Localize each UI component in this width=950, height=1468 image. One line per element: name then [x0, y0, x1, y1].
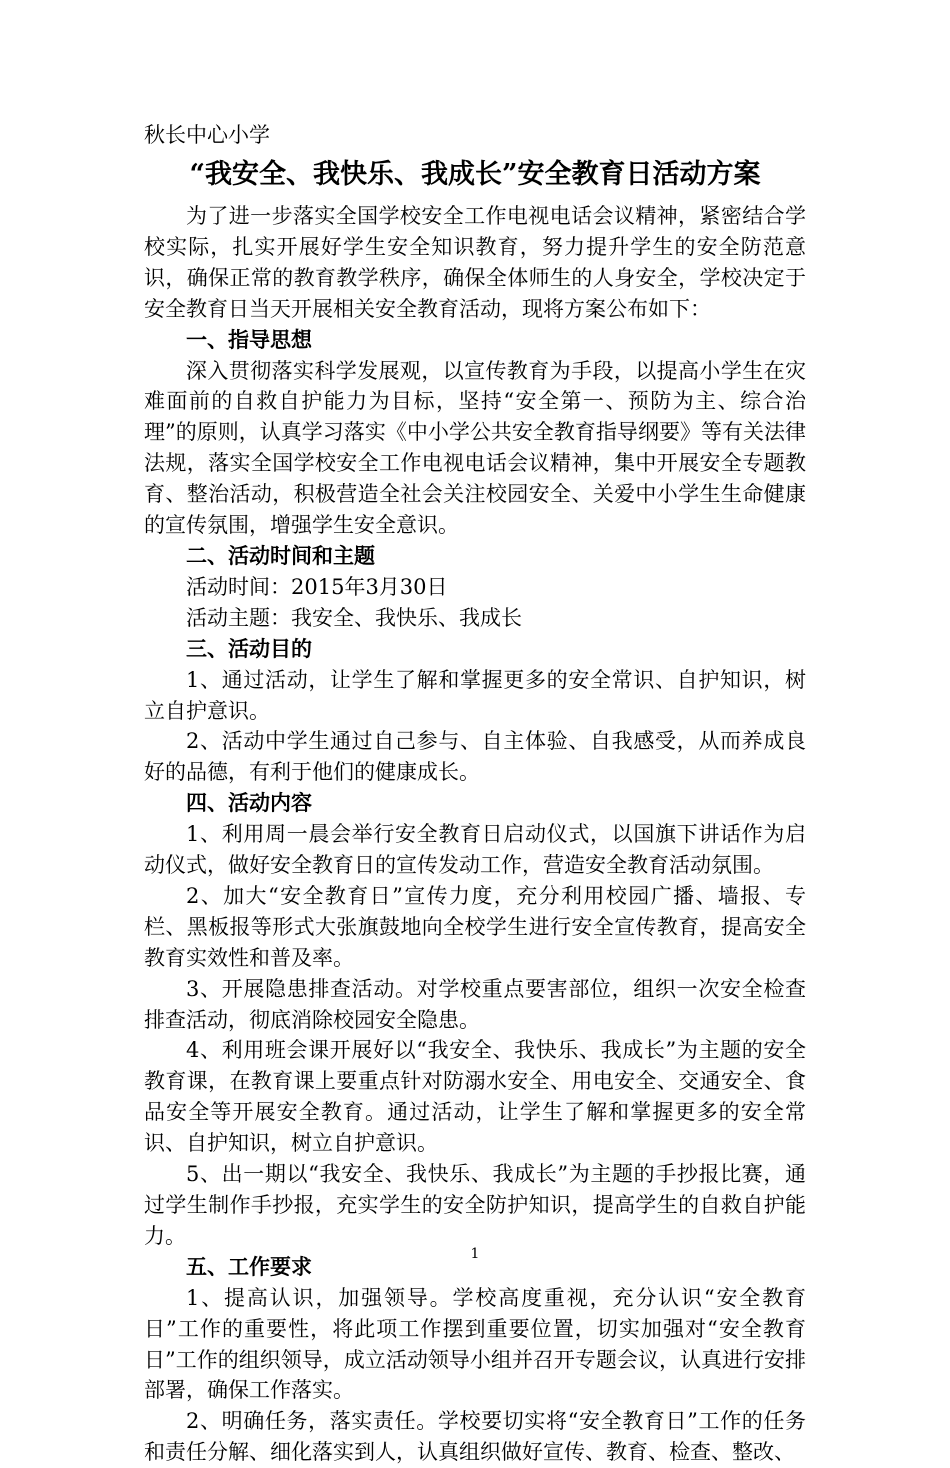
section-heading: 三、活动目的 — [186, 635, 312, 661]
paragraph: 3、开展隐患排查活动。对学校重点要害部位，组织一次安全检查排查活动，彻底消除校园安全隐患。 — [144, 976, 806, 1032]
paragraph: 5、出一期以“我安全、我快乐、我成长”为主题的手抄报比赛，通过学生制作手抄报，充实学生的安全防护知识，提高学生的自救自护能力。 — [144, 1162, 806, 1248]
paragraph: 1、提高认识，加强领导。学校高度重视，充分认识“安全教育日”工作的重要性，将此项工作摆到重要位置，切实加强对“安全教育日”工作的组织领导，成立活动领导小组并召开专题会议，认真进行安排部署，确保工作落实。 — [144, 1285, 806, 1403]
document-body — [144, 201, 806, 1468]
paragraph: 1、通过活动，让学生了解和掌握更多的安全常识、自护知识，树立自护意识。 — [144, 667, 806, 723]
paragraph: 深入贯彻落实科学发展观，以宣传教育为手段，以提高小学生在灾难面前的自救自护能力为目标，坚持“安全第一、预防为主、综合治理”的原则，认真学习落实《中小学公共安全教育指导纲要》等有关法律法规，落实全国学校安全工作电视电话会议精神，集中开展安全专题教育、整治活动，积极营造全社会关注校园安全、关爱中小学生生命健康的宣传氛围，增强学生安全意识。 — [144, 358, 806, 538]
activity-theme: 活动主题：我安全、我快乐、我成长 — [186, 605, 522, 630]
intro-paragraph: 为了进一步落实全国学校安全工作电视电话会议精神，紧密结合学校实际，扎实开展好学生安全知识教育，努力提升学生的安全防范意识，确保正常的教育教学秩序，确保全体师生的人身安全，学校决定于安全教育日当天开展相关安全教育活动，现将方案公布如下： — [144, 204, 806, 321]
page-number: 1 — [470, 1246, 480, 1262]
section-heading: 四、活动内容 — [186, 790, 312, 816]
paragraph: 2、加大“安全教育日”宣传力度，充分利用校园广播、墙报、专栏、黑板报等形式大张旗鼓地向全校学生进行安全宣传教育，提高安全教育实效性和普及率。 — [144, 883, 806, 970]
section-heading: 二、活动时间和主题 — [186, 542, 375, 568]
section-heading: 五、工作要求 — [186, 1253, 312, 1279]
paragraph: 1、利用周一晨会举行安全教育日启动仪式，以国旗下讲话作为启动仪式，做好安全教育日的宣传发动工作，营造安全教育活动氛围。 — [144, 822, 806, 878]
section-heading: 一、指导思想 — [186, 326, 312, 352]
document-title: “我安全、我快乐、我成长”安全教育日活动方案 — [189, 159, 761, 190]
activity-time: 活动时间：2015年3月30日 — [186, 574, 448, 599]
school-name: 秋长中心小学 — [144, 123, 270, 147]
paragraph: 4、利用班会课开展好以“我安全、我快乐、我成长”为主题的安全教育课，在教育课上要重点针对防溺水安全、用电安全、交通安全、食品安全等开展安全教育。通过活动，让学生了解和掌握更多的安全常识、自护知识，树立自护意识。 — [144, 1038, 806, 1156]
paragraph: 2、明确任务，落实责任。学校要切实将“安全教育日”工作的任务和责任分解、细化落实到人，认真组织做好宣传、教育、检查、整改、 — [144, 1409, 806, 1465]
paragraph: 2、活动中学生通过自己参与、自主体验、自我感受，从而养成良好的品德，有利于他们的健康成长。 — [144, 729, 806, 785]
